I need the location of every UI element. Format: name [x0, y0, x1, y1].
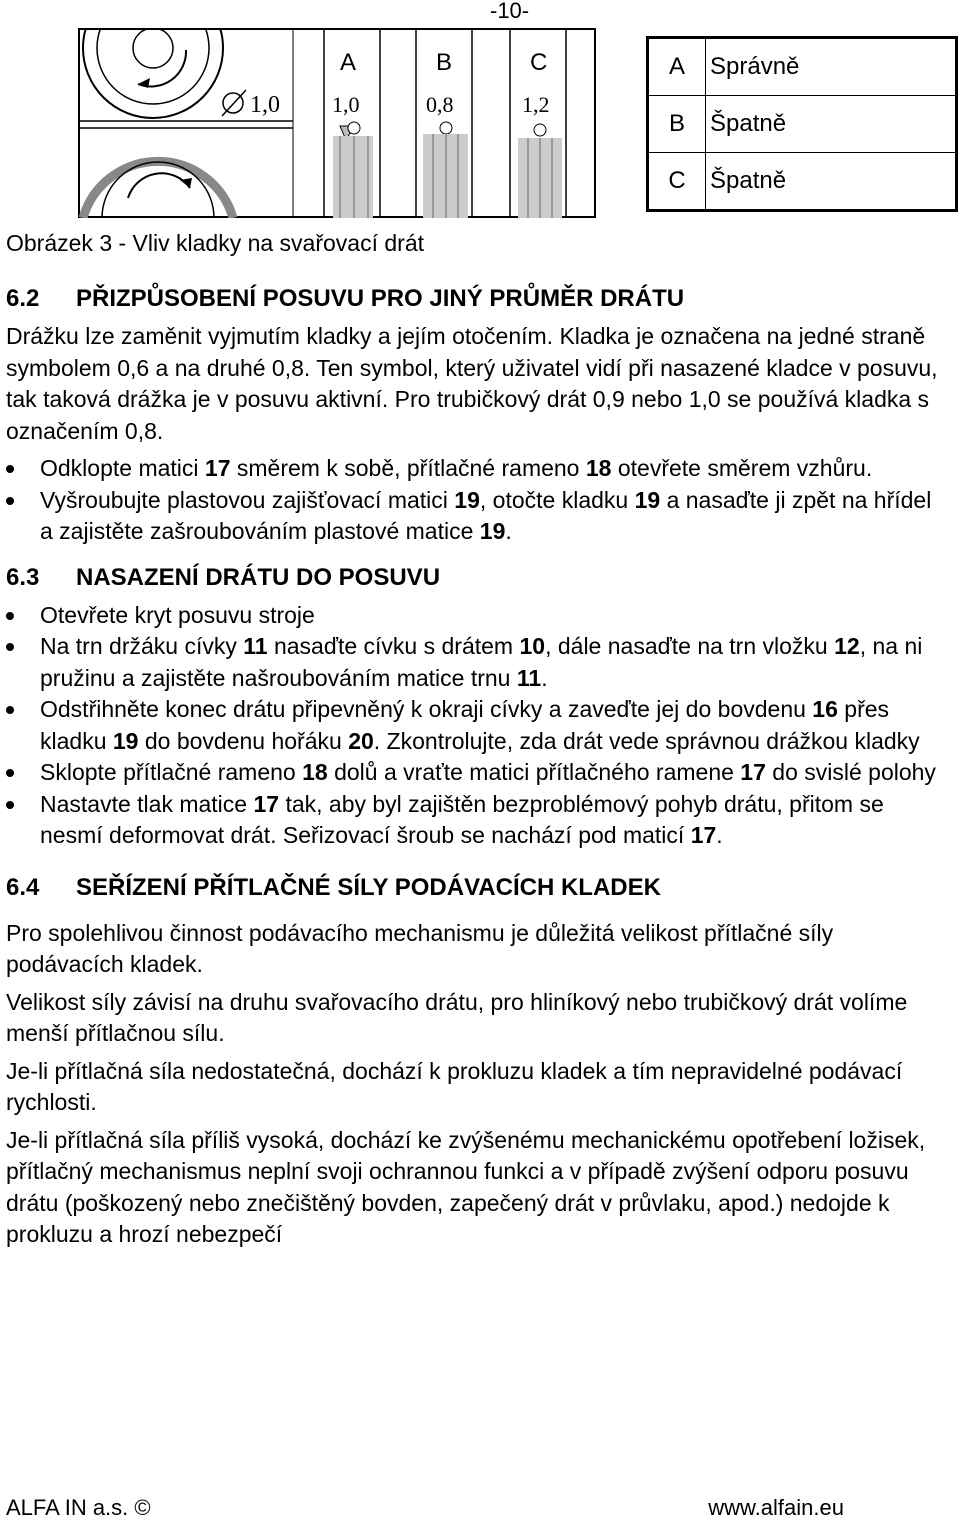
section-number: 6.3 [6, 563, 40, 591]
part-number: 17 [740, 759, 766, 785]
part-number: 11 [516, 664, 542, 691]
footer-company: ALFA IN a.s. © [6, 1495, 151, 1520]
diameter-value: 1,0 [250, 92, 280, 118]
column-b-value: 0,8 [426, 92, 454, 117]
roller-diagram [78, 28, 596, 218]
legend-value: Správně [706, 38, 957, 96]
footer-website[interactable]: www.alfain.eu [708, 1495, 844, 1520]
legend-row [648, 38, 957, 96]
legend-row [648, 153, 957, 211]
section-number: 6.2 [6, 285, 40, 312]
part-number: 19 [479, 518, 506, 544]
bullet-item: Na trn držáku cívky 11 nasaďte cívku s drátem 10, dále nasaďte na trn vložku 12, na ni pružinu a zajistěte našroubováním matice trnu 11. [6, 631, 946, 694]
part-number: 19 [454, 486, 480, 513]
column-b-letter: B [436, 49, 453, 76]
paragraph: Je-li přítlačná síla příliš vysoká, dochází ke zvýšenému mechanickému opotřebení ložisek, přítlačný mechanismus neplní svoji ochrannou funkci a v případě zvýšení odporu posuvu drátu (poškozený nebo znečištěný bovden, zapečený drát v průvlaku, apod.) nedojde k prokluzu a hrozí nebezpečí [6, 1126, 926, 1247]
bullet-item: Sklopte přítlačné rameno 18 dolů a vraťte matici přítlačného ramene 17 do svislé polohy [6, 757, 946, 789]
part-number: 18 [302, 759, 328, 785]
legend-key: B [648, 96, 706, 153]
part-number: 11 [243, 633, 268, 659]
part-number: 16 [812, 696, 838, 722]
part-number: 18 [585, 455, 612, 481]
section-title: NASAZENÍ DRÁTU DO POSUVU [76, 563, 441, 591]
legend-row [648, 96, 957, 153]
section-heading [6, 283, 946, 315]
paragraph: Drážku lze zaměnit vyjmutím kladky a jejím otočením. Kladka je označena na jedné straně symbolem 0,6 a na druhé 0,8. Ten symbol, který uživatel vidí při nasazené kladce v posuvu, tak taková drážka je v posuvu aktivní. Pro trubičkový drát 0,9 nebo 1,0 se používá kladka s označením 0,8. [6, 323, 938, 444]
bullet-item: Odklopte matici 17 směrem k sobě, přítlačné rameno 18 otevřete směrem vzhůru. [6, 453, 946, 485]
figure-caption: Obrázek 3 - Vliv kladky na svařovací drát [6, 230, 424, 256]
column-c-letter: C [530, 49, 548, 76]
column-a-value: 1,0 [332, 92, 360, 117]
bullet-list [6, 600, 946, 852]
legend-key: C [648, 153, 706, 211]
paragraph: Velikost síly závisí na druhu svařovacího drátu, pro hliníkový nebo trubičkový drát volíme menší přítlačnou sílu. [6, 988, 908, 1046]
part-number: 19 [634, 486, 661, 513]
page-content [6, 283, 946, 1251]
part-number: 12 [834, 633, 860, 659]
paragraph: Je-li přítlačná síla nedostatečná, dochází k prokluzu kladek a tím nepravidelné podávací rychlosti. [6, 1057, 903, 1115]
legend-table [646, 36, 958, 212]
part-number: 17 [204, 455, 231, 481]
part-number: 20 [348, 727, 374, 754]
part-number: 10 [519, 633, 546, 659]
bullet-item: Otevřete kryt posuvu stroje [6, 600, 946, 632]
page-number: -10- [490, 0, 530, 23]
legend-value: Špatně [706, 96, 957, 153]
part-number: 17 [690, 822, 717, 848]
bullet-item: Nastavte tlak matice 17 tak, aby byl zajištěn bezproblémový pohyb drátu, přitom se nesmí deformovat drát. Seřizovací šroub se nachází pod maticí 17. [6, 789, 946, 852]
legend-key: A [648, 38, 706, 96]
bullet-item: Vyšroubujte plastovou zajišťovací matici 19, otočte kladku 19 a nasaďte ji zpět na hřídel a zajistěte zašroubováním plastové matice 19. [6, 485, 946, 548]
column-c-value: 1,2 [522, 92, 550, 117]
section-heading [6, 562, 946, 594]
part-number: 19 [112, 727, 139, 754]
section-number: 6.4 [6, 873, 40, 901]
part-number: 17 [253, 790, 280, 817]
column-a-letter: A [340, 49, 357, 76]
bullet-list [6, 453, 946, 548]
paragraph: Pro spolehlivou činnost podávacího mechanismu je důležitá velikost přítlačné síly podávacích kladek. [6, 919, 834, 977]
bullet-item: Odstřihněte konec drátu připevněný k okraji cívky a zaveďte jej do bovdenu 16 přes kladku 19 do bovdenu hořáku 20. Zkontrolujte, zda drát vede správnou drážkou kladky [6, 694, 946, 757]
section-title: SEŘÍZENÍ PŘÍTLAČNÉ SÍLY PODÁVACÍCH KLADEK [76, 873, 661, 901]
section-heading [6, 872, 946, 904]
legend-value: Špatně [706, 153, 957, 211]
section-title: PŘIZPŮSOBENÍ POSUVU PRO JINÝ PRŮMĚR DRÁTU [76, 285, 685, 312]
